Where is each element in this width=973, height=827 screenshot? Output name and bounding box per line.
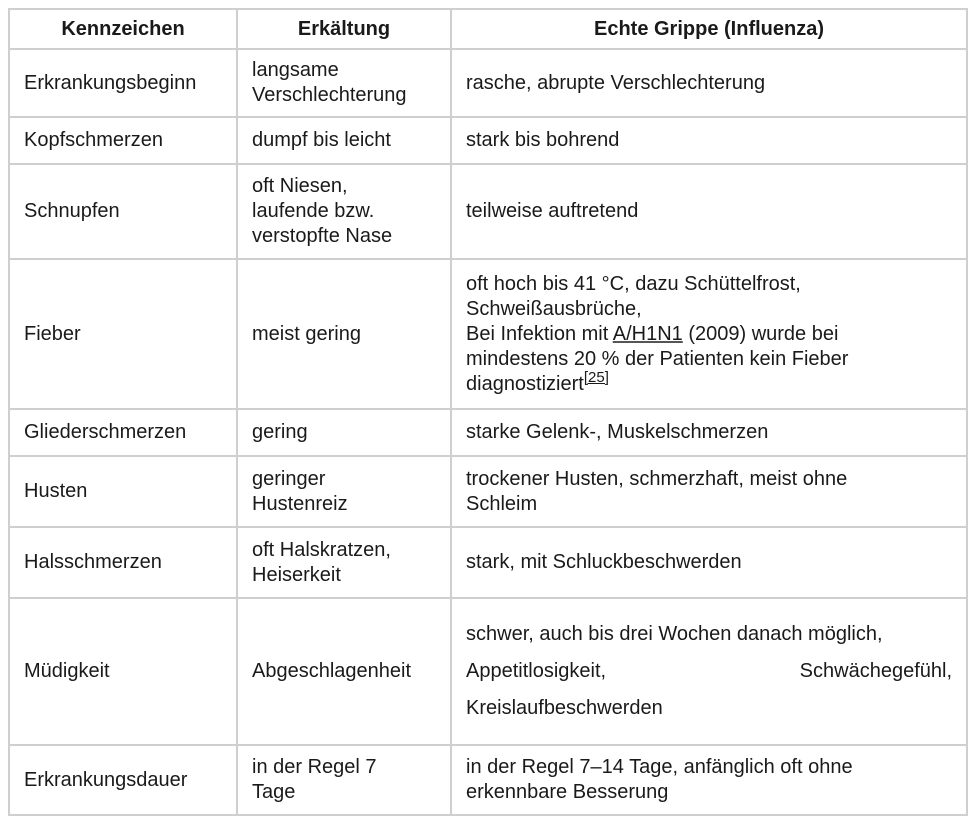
cell-line	[466, 368, 952, 397]
cell-line: Schleim	[466, 492, 538, 515]
cell-line: verstopfte Nase	[252, 225, 393, 247]
cell-line: Schweißausbrüche,	[466, 297, 642, 320]
cell-line	[466, 322, 952, 347]
table-row	[9, 745, 967, 815]
cell-erkaeltung: gering	[237, 409, 451, 456]
table-row	[9, 456, 967, 527]
table-row	[9, 164, 967, 259]
cell-line: Tage	[252, 781, 296, 803]
cell-line: geringer	[252, 467, 326, 490]
cell-kennzeichen: Fieber	[9, 259, 237, 409]
comparison-table	[8, 8, 968, 816]
cell-erkaeltung	[237, 456, 451, 527]
cell-erkaeltung: meist gering	[237, 259, 451, 409]
table-row	[9, 409, 967, 456]
cell-erkaeltung: dumpf bis leicht	[237, 117, 451, 164]
cell-kennzeichen: Schnupfen	[9, 164, 237, 259]
cell-line: Hustenreiz	[252, 492, 348, 515]
cell-line: in der Regel 7	[252, 756, 377, 778]
table-row	[9, 259, 967, 409]
cell-line: schwer, auch bis drei Wochen danach möglich,	[466, 623, 883, 645]
cell-grippe: stark bis bohrend	[451, 117, 967, 164]
cell-kennzeichen: Erkrankungsbeginn	[9, 49, 237, 117]
header-erkaeltung: Erkältung	[237, 9, 451, 49]
text-fragment: diagnostiziert	[466, 372, 584, 395]
cell-line: oft Halskratzen,	[252, 538, 391, 561]
cell-grippe	[451, 456, 967, 527]
header-kennzeichen: Kennzeichen	[9, 9, 237, 49]
cell-line: Verschlechterung	[252, 84, 407, 106]
cell-kennzeichen: Halsschmerzen	[9, 527, 237, 598]
text-fragment: (2009) wurde bei	[682, 322, 839, 345]
table-row	[9, 527, 967, 598]
header-grippe: Echte Grippe (Influenza)	[451, 9, 967, 49]
cell-line: Kreislaufbeschwerden	[466, 697, 663, 719]
cell-line: langsame	[252, 59, 339, 81]
cell-erkaeltung	[237, 49, 451, 117]
cell-line: erkennbare Besserung	[466, 781, 669, 803]
text-fragment: Schwächegefühl,	[799, 660, 952, 682]
cell-line: oft Niesen,	[252, 175, 348, 197]
cell-erkaeltung	[237, 164, 451, 259]
cell-erkaeltung: Abgeschlagenheit	[237, 598, 451, 745]
influenza-strain-link[interactable]: A/H1N1	[612, 322, 683, 345]
cell-line	[466, 653, 952, 690]
cell-grippe: starke Gelenk-, Muskelschmerzen	[451, 409, 967, 456]
cell-kennzeichen: Kopfschmerzen	[9, 117, 237, 164]
cell-grippe	[451, 259, 967, 409]
cell-erkaeltung	[237, 745, 451, 815]
table-row	[9, 117, 967, 164]
cell-grippe: rasche, abrupte Verschlechterung	[451, 49, 967, 117]
cell-line: mindestens 20 % der Patienten kein Fieber	[466, 347, 849, 370]
cell-grippe: teilweise auftretend	[451, 164, 967, 259]
cell-kennzeichen: Müdigkeit	[9, 598, 237, 745]
cell-grippe	[451, 745, 967, 815]
cell-grippe: stark, mit Schluckbeschwerden	[451, 527, 967, 598]
cell-kennzeichen: Husten	[9, 456, 237, 527]
cell-line: oft hoch bis 41 °C, dazu Schüttelfrost,	[466, 272, 801, 295]
cell-line: laufende bzw.	[252, 200, 375, 222]
cell-line: Heiserkeit	[252, 563, 341, 586]
cell-erkaeltung	[237, 527, 451, 598]
cell-line: in der Regel 7–14 Tage, anfänglich oft ohne	[466, 756, 853, 778]
cell-kennzeichen: Gliederschmerzen	[9, 409, 237, 456]
header-row	[9, 9, 967, 49]
reference-link[interactable]: [25]	[583, 368, 609, 386]
cell-line: trockener Husten, schmerzhaft, meist ohne	[466, 467, 848, 490]
table-row	[9, 49, 967, 117]
text-fragment: Bei Infektion mit	[466, 322, 613, 345]
table-row	[9, 598, 967, 745]
cell-kennzeichen: Erkrankungsdauer	[9, 745, 237, 815]
text-fragment: Appetitlosigkeit,	[466, 660, 607, 682]
cell-grippe	[451, 598, 967, 745]
